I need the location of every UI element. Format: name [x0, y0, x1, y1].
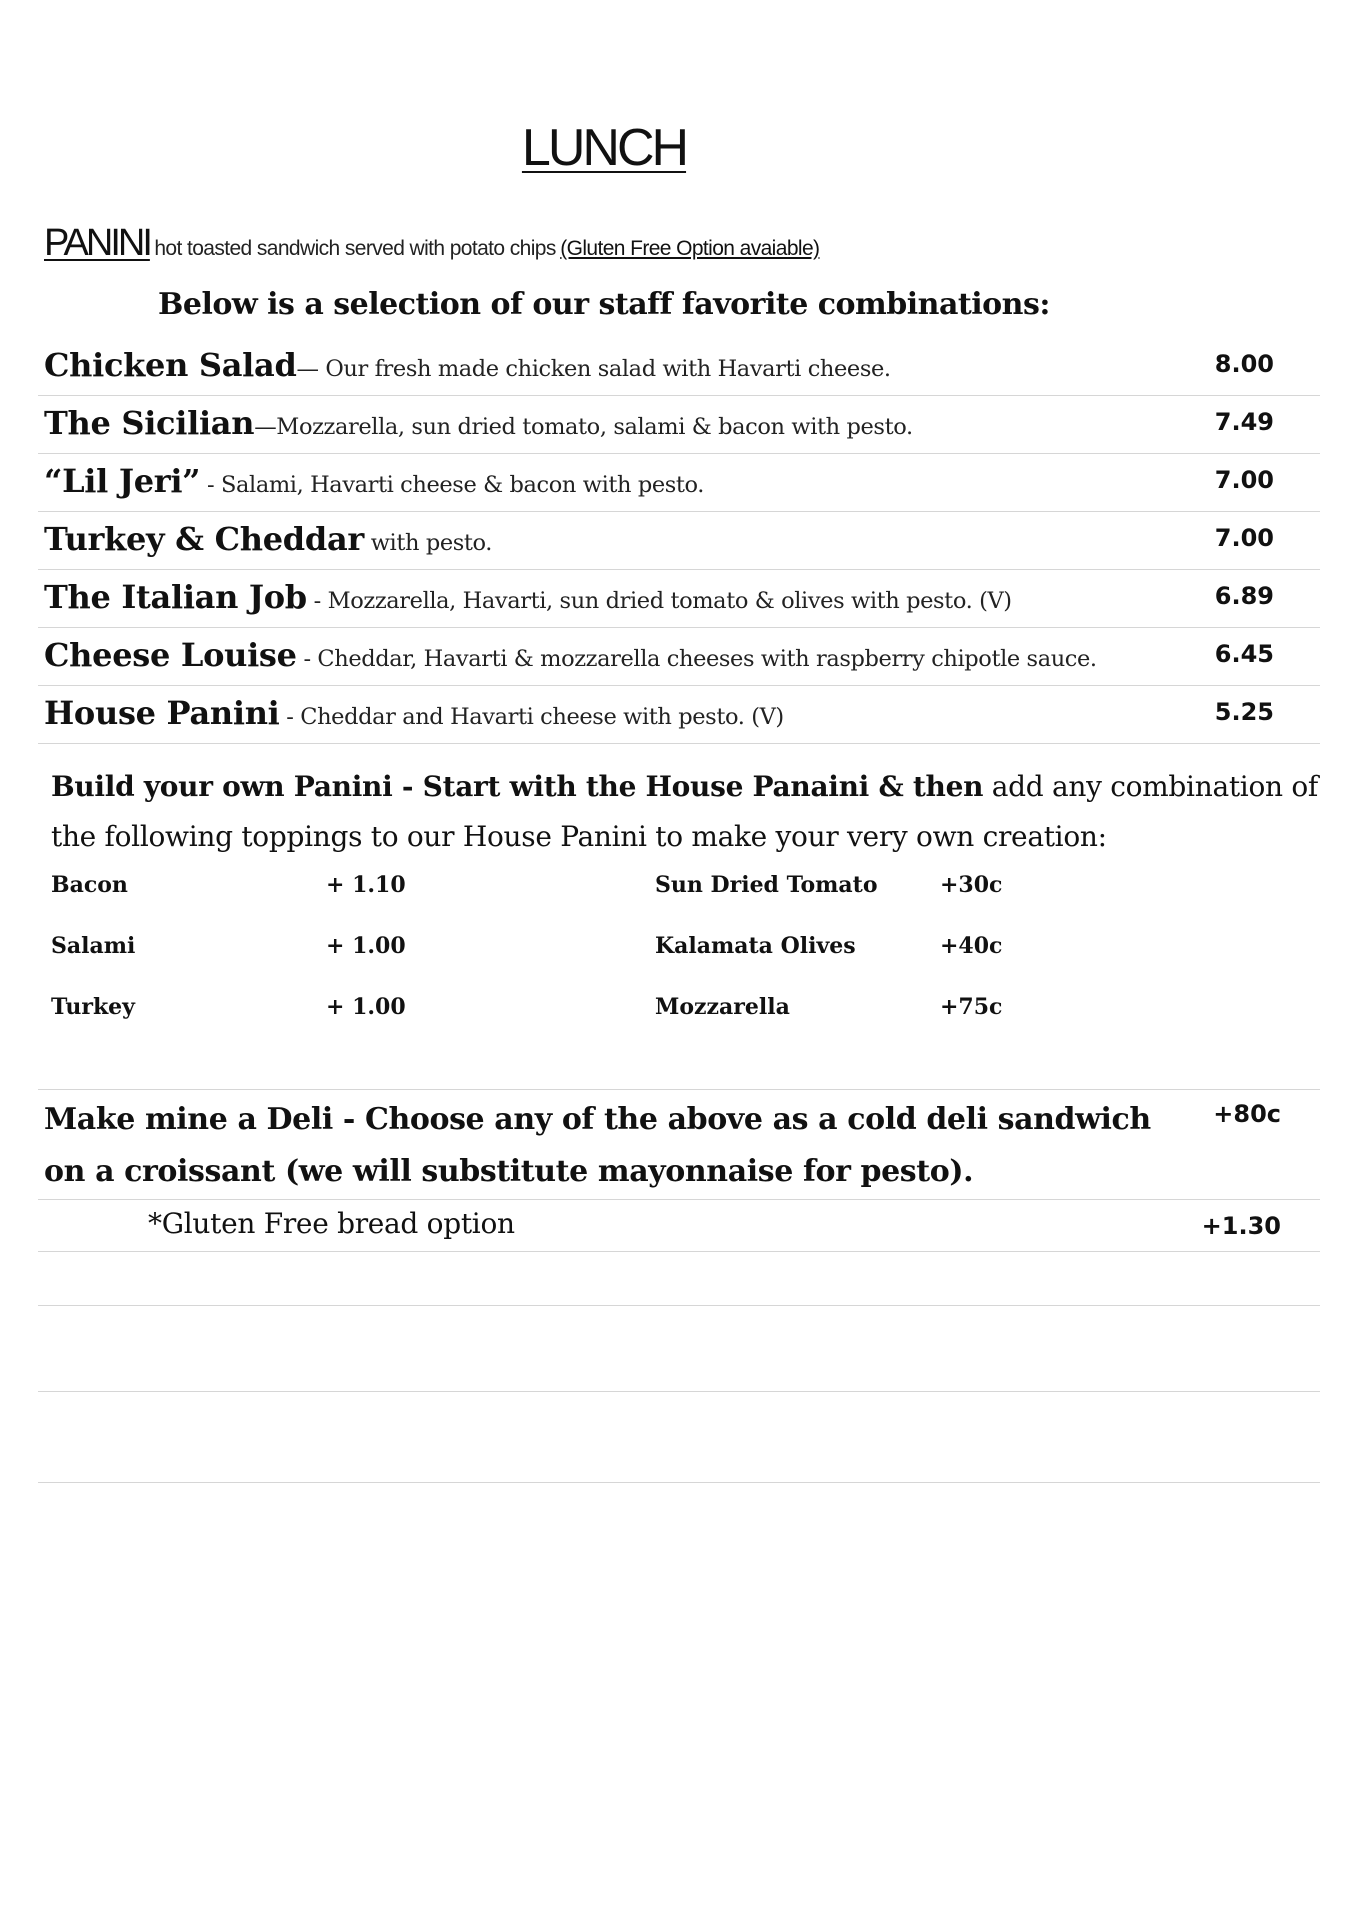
panini-heading: PANINI	[44, 222, 150, 264]
menu-item-list	[38, 338, 1320, 744]
menu-item-name: The Italian Job	[44, 578, 307, 616]
menu-item-price: 7.49	[1214, 408, 1274, 436]
menu-item-price: 6.89	[1214, 582, 1274, 610]
topping-price: +40c	[940, 933, 1003, 959]
topping-name: Mozzarella	[655, 994, 790, 1020]
build-your-own-description: add any combination of the following toppings to our House Panini to make your very own creation:	[51, 770, 1318, 853]
topping-row	[51, 933, 1151, 994]
topping-name: Salami	[51, 933, 136, 959]
topping-row	[51, 994, 1151, 1055]
menu-item	[38, 396, 1320, 454]
favorites-intro: Below is a selection of our staff favorite combinations:	[158, 287, 1050, 322]
divider	[38, 1482, 1320, 1483]
menu-item-price: 5.25	[1214, 698, 1274, 726]
divider	[38, 1089, 1320, 1090]
menu-item-description: - Cheddar and Havarti cheese with pesto. (V)	[279, 704, 784, 730]
menu-item-name: Cheese Louise	[44, 636, 297, 674]
build-your-own-text	[51, 762, 1331, 862]
menu-item-description: — Our fresh made chicken salad with Havarti cheese.	[296, 356, 891, 382]
divider	[38, 1199, 1320, 1200]
topping-price: +75c	[940, 994, 1003, 1020]
divider	[38, 1391, 1320, 1392]
build-your-own-heading: Build your own Panini - Start with the House Panaini & then	[51, 770, 984, 803]
menu-item-name: “Lil Jeri”	[44, 462, 201, 500]
menu-item	[38, 338, 1320, 396]
gluten-free-bread-text: *Gluten Free bread option	[148, 1207, 515, 1240]
topping-price: + 1.00	[326, 933, 406, 959]
menu-item	[38, 628, 1320, 686]
menu-item-price: 6.45	[1214, 640, 1274, 668]
toppings-list	[51, 872, 1151, 1055]
page-title: LUNCH	[521, 119, 687, 177]
menu-item-name: Turkey & Cheddar	[44, 520, 364, 558]
menu-item	[38, 454, 1320, 512]
deli-option-price: +80c	[1213, 1100, 1281, 1128]
menu-item-description: - Mozzarella, Havarti, sun dried tomato & olives with pesto. (V)	[306, 588, 1012, 614]
topping-price: + 1.00	[326, 994, 406, 1020]
topping-price: + 1.10	[326, 872, 406, 898]
menu-item-description: - Cheddar, Havarti & mozzarella cheeses with raspberry chipotle sauce.	[296, 646, 1097, 672]
panini-description: hot toasted sandwich served with potato chips	[154, 237, 556, 260]
menu-item-description: - Salami, Havarti cheese & bacon with pesto.	[200, 472, 705, 498]
menu-item	[38, 686, 1320, 744]
menu-item-description: —Mozzarella, sun dried tomato, salami & bacon with pesto.	[254, 414, 913, 440]
menu-item-name: The Sicilian	[44, 404, 255, 442]
menu-item-price: 7.00	[1214, 466, 1274, 494]
menu-item	[38, 512, 1320, 570]
gluten-free-bread-price: +1.30	[1201, 1212, 1281, 1240]
menu-item	[38, 570, 1320, 628]
panini-header	[44, 222, 819, 265]
menu-item-name: House Panini	[44, 694, 280, 732]
menu-item-price: 8.00	[1214, 350, 1274, 378]
divider	[38, 1305, 1320, 1306]
topping-name: Kalamata Olives	[655, 933, 856, 959]
menu-item-name: Chicken Salad	[44, 346, 297, 384]
gluten-free-note: (Gluten Free Option avaiable)	[560, 237, 820, 260]
deli-option-text: Make mine a Deli - Choose any of the above as a cold deli sandwich on a croissant (we will substitute mayonnaise for pesto).	[44, 1102, 1151, 1189]
topping-name: Turkey	[51, 994, 135, 1020]
divider	[38, 1251, 1320, 1252]
topping-name: Bacon	[51, 872, 128, 898]
topping-name: Sun Dried Tomato	[655, 872, 878, 898]
topping-price: +30c	[940, 872, 1003, 898]
menu-item-description: with pesto.	[363, 530, 493, 556]
topping-row	[51, 872, 1151, 933]
menu-item-price: 7.00	[1214, 524, 1274, 552]
